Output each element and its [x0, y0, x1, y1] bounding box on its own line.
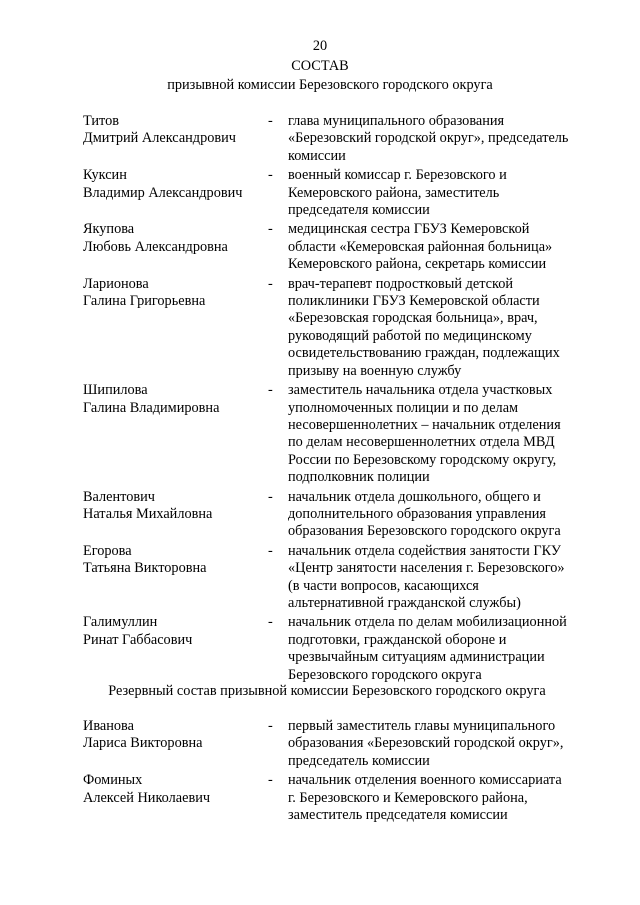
- member-role: [288, 489, 588, 541]
- member-role-line: несовершеннолетних – начальник отделения: [288, 416, 561, 433]
- member-given-names: Любовь Александровна: [83, 238, 228, 255]
- member-role-line: г. Березовского и Кемеровского района,: [288, 789, 528, 806]
- member-role-line: уполномоченных полиции и по делам: [288, 399, 519, 416]
- member-role-line: председателя комиссии: [288, 202, 430, 219]
- member-surname: Валентович: [83, 488, 155, 505]
- member-surname: Шипилова: [83, 382, 148, 399]
- member-role-line: подполковник полиции: [288, 469, 430, 486]
- member-role: [288, 772, 588, 824]
- member-role-line: поликлиники ГБУЗ Кемеровской области: [288, 293, 540, 310]
- member-name: [0, 167, 268, 219]
- member-entry: [0, 772, 640, 824]
- member-role-line: заместитель председателя комиссии: [288, 807, 508, 824]
- member-entry: [0, 113, 640, 165]
- separator-dash: -: [268, 718, 273, 734]
- member-name: [0, 718, 268, 770]
- member-surname: Якупова: [83, 221, 135, 238]
- member-role: [288, 614, 588, 684]
- member-name: [0, 489, 268, 541]
- member-role-line: Березовского городского округа: [288, 666, 482, 683]
- separator-dash: -: [268, 772, 273, 789]
- member-role-line: альтернативной гражданской службы): [288, 594, 521, 611]
- member-role-line: первый заместитель главы муниципального: [288, 718, 556, 734]
- member-role-line: Кемеровского района, заместитель: [288, 184, 500, 201]
- separator-dash: -: [268, 614, 273, 631]
- member-surname: Фоминых: [83, 772, 143, 789]
- separator-dash: -: [268, 113, 273, 129]
- member-role: [288, 718, 588, 770]
- member-name: [0, 113, 268, 165]
- reserve-commission-roster: [0, 718, 640, 824]
- member-role-line: «Центр занятости населения г. Березовского»: [288, 560, 565, 577]
- member-role-line: руководящий работой по медицинскому: [288, 327, 532, 344]
- member-role-line: глава муниципального образования: [288, 113, 505, 129]
- member-role-line: начальник отделения военного комиссариата: [288, 772, 562, 789]
- member-role-line: дополнительного образования управления: [288, 505, 546, 522]
- member-entry: [0, 167, 640, 219]
- member-role-line: образования «Березовский городской округ»,: [288, 735, 564, 752]
- member-surname: Ларионова: [83, 275, 149, 292]
- member-role-line: освидетельствованию граждан, подлежащих: [288, 345, 560, 362]
- member-given-names: Наталья Михайловна: [83, 505, 213, 522]
- member-name: [0, 382, 268, 486]
- member-role-line: комиссии: [288, 147, 346, 164]
- member-name: [0, 772, 268, 824]
- member-role-line: призыву на военную службу: [288, 362, 462, 379]
- separator-dash: -: [268, 488, 273, 505]
- member-role-line: чрезвычайным ситуациям администрации: [288, 649, 545, 666]
- member-role-line: «Березовский городской округ», председатель: [288, 130, 569, 147]
- member-role-line: подготовки, гражданской обороне и: [288, 631, 507, 648]
- member-role-line: начальник отдела по делам мобилизационной: [288, 614, 567, 631]
- member-given-names: Галина Владимировна: [83, 399, 220, 416]
- member-entry: [0, 718, 640, 770]
- member-given-names: Татьяна Викторовна: [83, 560, 207, 577]
- member-role-line: заместитель начальника отдела участковых: [288, 382, 553, 399]
- separator-dash: -: [268, 167, 273, 184]
- member-role-line: по делам несовершеннолетних отдела МВД: [288, 434, 555, 451]
- member-role: [288, 113, 588, 165]
- member-role-line: (в части вопросов, касающихся: [288, 577, 479, 594]
- member-role-line: образования Березовского городского округа: [288, 523, 561, 540]
- member-name: [0, 276, 268, 380]
- member-role-line: России по Березовскому городскому округу,: [288, 451, 557, 468]
- page-number: 20: [312, 38, 328, 54]
- member-entry: [0, 276, 640, 380]
- separator-dash: -: [268, 382, 273, 399]
- member-role: [288, 382, 588, 486]
- main-commission-roster: [0, 113, 640, 684]
- member-surname: Иванова: [83, 718, 134, 734]
- member-given-names: Галина Григорьевна: [83, 293, 206, 310]
- member-name: [0, 614, 268, 684]
- member-name: [0, 221, 268, 273]
- separator-dash: -: [268, 221, 273, 238]
- member-role: [288, 543, 588, 613]
- member-name: [0, 543, 268, 613]
- member-given-names: Алексей Николаевич: [83, 789, 211, 806]
- member-given-names: Лариса Викторовна: [83, 735, 203, 752]
- member-entry: [0, 382, 640, 486]
- member-entry: [0, 614, 640, 684]
- member-role-line: врач-терапевт подростковый детской: [288, 275, 514, 292]
- member-entry: [0, 543, 640, 613]
- member-role-line: начальник отдела дошкольного, общего и: [288, 488, 541, 505]
- document-title: СОСТАВ: [291, 58, 349, 74]
- member-role-line: области «Кемеровская районная больница»: [288, 238, 553, 255]
- member-role-line: «Березовская городская больница», врач,: [288, 310, 538, 327]
- member-given-names: Владимир Александрович: [83, 184, 243, 201]
- member-role-line: медицинская сестра ГБУЗ Кемеровской: [288, 221, 530, 238]
- member-role-line: председатель комиссии: [288, 752, 430, 769]
- member-role-line: Кемеровского района, секретарь комиссии: [288, 256, 547, 273]
- member-surname: Титов: [83, 113, 119, 129]
- member-role: [288, 221, 588, 273]
- separator-dash: -: [268, 275, 273, 292]
- reserve-section-heading: Резервный состав призывной комиссии Березовского городского округа: [108, 683, 546, 699]
- member-role-line: начальник отдела содействия занятости ГКУ: [288, 542, 561, 559]
- member-role: [288, 276, 588, 380]
- separator-dash: -: [268, 542, 273, 559]
- member-entry: [0, 221, 640, 273]
- member-surname: Егорова: [83, 542, 132, 559]
- document-subtitle: призывной комиссии Березовского городского округа: [167, 77, 493, 93]
- member-role: [288, 167, 588, 219]
- member-entry: [0, 489, 640, 541]
- member-given-names: Дмитрий Александрович: [83, 130, 236, 147]
- member-role-line: военный комиссар г. Березовского и: [288, 167, 507, 184]
- member-given-names: Ринат Габбасович: [83, 631, 193, 648]
- member-surname: Галимуллин: [83, 614, 158, 631]
- member-surname: Куксин: [83, 167, 127, 184]
